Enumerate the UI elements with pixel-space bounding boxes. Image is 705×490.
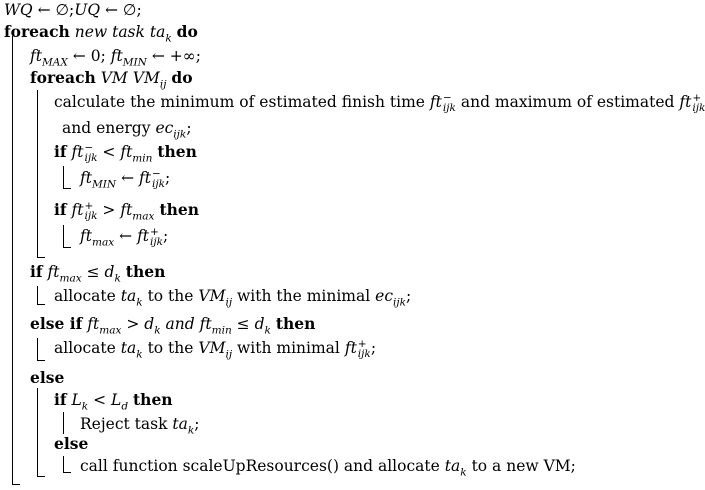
sub-sup	[150, 227, 163, 247]
var-ft: ft	[80, 227, 92, 245]
subscript: ijk	[393, 296, 407, 309]
keyword-foreach: foreach	[30, 68, 96, 87]
line-init-queues: WQ ← ∅;UQ ← ∅;	[4, 1, 142, 19]
var-vm: VM	[132, 69, 160, 87]
keyword-else: else	[54, 434, 89, 453]
text-new-task: new task	[74, 23, 145, 41]
text-to-the: to the	[147, 287, 194, 305]
var-ft: ft	[71, 201, 84, 219]
assign-arrow: ←	[104, 1, 118, 19]
var-ec: ec	[375, 287, 393, 305]
text-to-new-vm: to a new VM;	[471, 457, 576, 475]
var-ft: ft	[110, 47, 123, 65]
line-if-dk: if $ft_{max} \le d_k$ then	[30, 262, 166, 285]
var-d: d	[254, 315, 265, 333]
superscript-plus: +	[150, 225, 159, 238]
assign-arrow: ←	[119, 227, 133, 245]
subscript: min	[132, 152, 153, 165]
var-ft: ft	[87, 315, 100, 333]
sub-sup	[84, 201, 97, 221]
keyword-then: then	[157, 142, 197, 161]
superscript-minus: −	[84, 141, 94, 154]
sub-sup	[692, 93, 705, 113]
subscript: k	[460, 466, 467, 479]
subscript: k	[136, 348, 143, 361]
superscript-plus: +	[84, 199, 94, 212]
assign-arrow: ←	[121, 169, 135, 187]
line-inner-else	[54, 434, 88, 454]
var-ft: ft	[429, 93, 442, 111]
line-if-max: if ft + ijk > $ft_{max}$ then	[54, 199, 200, 223]
subscript: MAX	[41, 56, 68, 69]
line-if-lk: if $L_k < L_d$ then	[54, 390, 173, 413]
subscript: MIN	[122, 56, 147, 69]
empty-set: ∅	[122, 1, 137, 19]
var-ft: ft	[71, 143, 84, 161]
keyword-else: else	[30, 368, 65, 387]
assign-arrow: ←	[37, 1, 51, 19]
text-reject-task: Reject task	[80, 415, 168, 433]
sub-sup	[152, 169, 165, 189]
line-calculate	[54, 92, 705, 113]
sub-sup	[358, 339, 371, 359]
assign-arrow: ←	[151, 47, 165, 65]
line-else	[30, 368, 64, 388]
var-ft: ft	[139, 169, 151, 187]
subscript-ijk: ijk	[692, 102, 705, 114]
line-allocate-ec: allocate $ta_k$ to the $VM_{ij}$ with the minimal $ec_{ijk}$;	[54, 287, 412, 309]
text-with-minimal: with the minimal	[237, 287, 371, 305]
text-calculate: calculate the minimum of estimated finish time	[54, 93, 425, 111]
subscript: MIN	[91, 178, 117, 191]
sub-sup	[443, 93, 456, 113]
foreach-task-block-bar	[12, 36, 20, 485]
subscript: k	[81, 400, 89, 413]
subscript: ij	[225, 296, 233, 309]
line-energy: and energy $ec_{ijk}$;	[62, 119, 192, 141]
var-vm: VM	[198, 287, 226, 305]
subscript: k	[165, 32, 172, 45]
superscript-plus: +	[357, 337, 367, 350]
keyword-do: do	[176, 22, 198, 41]
value-infinity: +∞	[169, 47, 196, 65]
var-ft: ft	[30, 47, 42, 65]
keyword-then: then	[275, 314, 316, 333]
subscript: max	[59, 272, 82, 285]
text-and: and	[165, 315, 195, 333]
var-ta: ta	[120, 287, 137, 305]
line-foreach-vm	[30, 68, 193, 91]
subscript: max	[99, 324, 122, 337]
elseif-block-bar	[37, 338, 45, 361]
line-else-if: else if $ft_{max} > d_k$ and $ft_{min} \le d_k$ then	[30, 314, 316, 337]
subscript: k	[264, 324, 271, 337]
text-allocate: allocate	[54, 287, 116, 305]
subscript: k	[136, 296, 143, 309]
empty-set: ∅	[55, 1, 70, 19]
line-reject: Reject task $ta_k$;	[80, 415, 200, 437]
text-call-function: call function scaleUpResources() and allocate	[80, 457, 440, 475]
line-allocate-ft: allocate $ta_k$ to the $VM_{ij}$ with minimal ft + ijk ;	[54, 337, 377, 361]
line-foreach-task	[4, 22, 198, 45]
text-and-energy: and energy	[62, 119, 151, 137]
line-scale-up	[80, 456, 576, 479]
var-vm: VM	[198, 339, 226, 357]
subscript: d	[121, 400, 129, 413]
subscript: ijk	[173, 128, 187, 141]
foreach-vm-block-bar	[37, 90, 45, 258]
subscript: k	[187, 424, 195, 437]
subscript-ijk: ijk	[357, 348, 371, 360]
line-if-min: if ft − ijk < $ft_{min}$ then	[54, 141, 197, 165]
keyword-foreach: foreach	[4, 22, 70, 41]
text-allocate: allocate	[54, 339, 116, 357]
subscript-ijk: ijk	[84, 210, 98, 222]
sub-sup	[84, 143, 97, 163]
if-lk-block-bar	[63, 412, 64, 434]
keyword-then: then	[159, 200, 200, 219]
text-with-minimal: with minimal	[237, 339, 340, 357]
var-l: L	[71, 391, 82, 409]
text-to-the: to the	[147, 339, 194, 357]
var-ta: ta	[120, 339, 137, 357]
superscript-minus: −	[151, 167, 161, 180]
var-ft: ft	[47, 263, 60, 281]
value-zero: 0	[90, 47, 101, 65]
var-ft: ft	[137, 227, 150, 245]
keyword-then: then	[133, 390, 173, 409]
var-ft: ft	[679, 93, 692, 111]
var-ec: ec	[155, 119, 174, 137]
else-block-bar	[37, 388, 45, 477]
var-d: d	[104, 263, 115, 281]
var-ft: ft	[199, 315, 212, 333]
subscript-ijk: ijk	[442, 102, 456, 114]
var-ft: ft	[120, 143, 133, 161]
subscript: ij	[225, 348, 233, 361]
var-ta: ta	[444, 457, 461, 475]
line-init-ft: $ft_{MAX}$ ← 0; $ft_{MIN}$ ← +∞;	[30, 47, 201, 69]
var-ft: ft	[80, 169, 92, 187]
subscript: max	[132, 210, 155, 223]
subscript: k	[154, 324, 161, 337]
keyword-if: if	[54, 390, 67, 409]
keyword-if: if	[54, 200, 67, 219]
var-uq: UQ	[74, 1, 101, 19]
keyword-if: if	[54, 142, 67, 161]
var-d: d	[144, 315, 155, 333]
superscript-minus: −	[442, 91, 452, 104]
superscript-plus: +	[692, 91, 702, 104]
subscript-ijk: ijk	[84, 152, 98, 164]
subscript-ijk: ijk	[151, 178, 165, 190]
keyword-else-if: else if	[30, 314, 83, 333]
subscript-ijk: ijk	[150, 236, 164, 248]
subscript: max	[91, 236, 115, 249]
var-ft: ft	[120, 201, 133, 219]
var-ta: ta	[172, 415, 188, 433]
assign-arrow: ←	[72, 47, 86, 65]
subscript: k	[114, 272, 121, 285]
text-and-maximum: and maximum of estimated	[460, 93, 675, 111]
if-min-block-bar	[63, 166, 71, 189]
if-dk-block-bar	[37, 286, 45, 305]
var-l: L	[111, 391, 122, 409]
text-vm: VM	[100, 69, 128, 87]
var-wq: WQ	[4, 1, 33, 19]
inner-else-block-bar	[63, 456, 71, 473]
keyword-if: if	[30, 262, 43, 281]
keyword-do: do	[171, 68, 193, 87]
line-assign-min: $ft_{MIN}$ ← ft − ijk ;	[80, 167, 171, 191]
keyword-then: then	[125, 262, 166, 281]
line-assign-max: $ft_{max}$ ← ft + ijk ;	[80, 225, 169, 249]
subscript: ij	[159, 78, 167, 91]
if-max-block-bar	[63, 225, 71, 248]
var-ta: ta	[149, 23, 166, 41]
subscript: min	[211, 324, 232, 337]
var-ft: ft	[344, 339, 357, 357]
